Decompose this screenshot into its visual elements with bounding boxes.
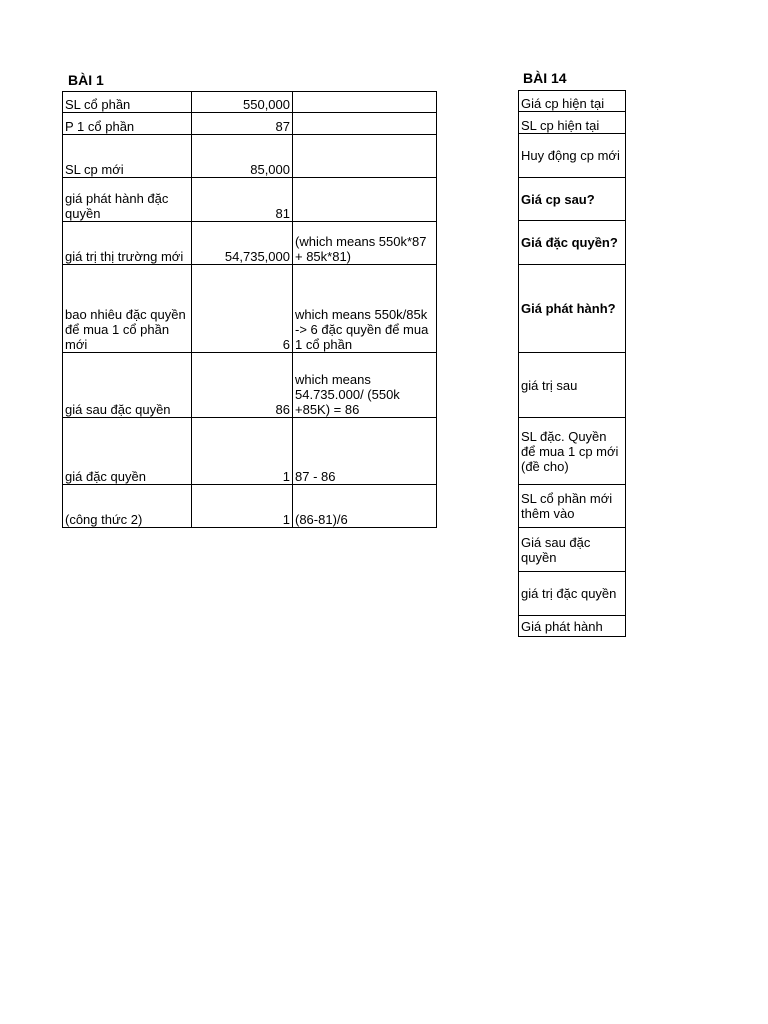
row-value[interactable]: 6 (192, 265, 293, 353)
row-label[interactable]: Giá đặc quyền? (519, 221, 626, 265)
row-label[interactable]: giá sau đặc quyền (63, 353, 192, 418)
row-value[interactable]: 86 (192, 353, 293, 418)
row-label[interactable]: giá trị thị trường mới (63, 222, 192, 265)
row-note[interactable] (293, 92, 437, 113)
row-label[interactable]: SL cổ phần (63, 92, 192, 113)
row-value[interactable]: 1 (192, 418, 293, 485)
row-note[interactable]: which means 550k/85k -> 6 đặc quyền để mua 1 cổ phần (293, 265, 437, 353)
row-note[interactable] (293, 113, 437, 135)
table-row (63, 92, 437, 113)
row-label[interactable]: giá trị sau (519, 353, 626, 418)
bai14-title: BÀI 14 (523, 70, 567, 86)
row-label[interactable]: Giá sau đặc quyền (519, 528, 626, 572)
bai14-table (518, 90, 626, 637)
table-row (63, 113, 437, 135)
row-label[interactable]: giá phát hành đặc quyền (63, 178, 192, 222)
bai1-table (62, 91, 437, 528)
table-row (519, 112, 626, 134)
row-label[interactable]: SL đặc. Quyền để mua 1 cp mới (đề cho) (519, 418, 626, 485)
row-value[interactable]: 550,000 (192, 92, 293, 113)
bai1-title: BÀI 1 (68, 72, 104, 88)
table-row (63, 353, 437, 418)
table-row (519, 265, 626, 353)
row-note[interactable]: 87 - 86 (293, 418, 437, 485)
table-row (519, 485, 626, 528)
row-note[interactable] (293, 135, 437, 178)
table-row (63, 178, 437, 222)
row-label[interactable]: Giá phát hành? (519, 265, 626, 353)
row-label[interactable]: P 1 cổ phần (63, 113, 192, 135)
row-value[interactable]: 54,735,000 (192, 222, 293, 265)
row-label[interactable]: Huy động cp mới (519, 134, 626, 178)
table-row (519, 528, 626, 572)
row-label[interactable]: giá trị đặc quyền (519, 572, 626, 616)
table-row (63, 265, 437, 353)
row-label[interactable]: Giá cp hiện tại (519, 91, 626, 112)
row-label[interactable]: Giá phát hành (519, 616, 626, 637)
row-note[interactable]: which means 54.735.000/ (550k +85K) = 86 (293, 353, 437, 418)
table-row (519, 134, 626, 178)
table-row (519, 572, 626, 616)
table-row (63, 418, 437, 485)
table-row (519, 418, 626, 485)
row-value[interactable]: 1 (192, 485, 293, 528)
table-row (63, 135, 437, 178)
table-row (519, 178, 626, 221)
row-value[interactable]: 85,000 (192, 135, 293, 178)
table-row (519, 221, 626, 265)
row-note[interactable] (293, 178, 437, 222)
row-label[interactable]: Giá cp sau? (519, 178, 626, 221)
row-label[interactable]: SL cp hiện tại (519, 112, 626, 134)
row-label[interactable]: giá đặc quyền (63, 418, 192, 485)
row-value[interactable]: 87 (192, 113, 293, 135)
table-row (63, 485, 437, 528)
row-note[interactable]: (86-81)/6 (293, 485, 437, 528)
table-row (519, 353, 626, 418)
table-row (519, 616, 626, 637)
table-row (519, 91, 626, 112)
row-label[interactable]: bao nhiêu đặc quyền để mua 1 cổ phần mới (63, 265, 192, 353)
row-label[interactable]: (công thức 2) (63, 485, 192, 528)
table-row (63, 222, 437, 265)
row-note[interactable]: (which means 550k*87 + 85k*81) (293, 222, 437, 265)
row-label[interactable]: SL cp mới (63, 135, 192, 178)
row-label[interactable]: SL cổ phần mới thêm vào (519, 485, 626, 528)
row-value[interactable]: 81 (192, 178, 293, 222)
